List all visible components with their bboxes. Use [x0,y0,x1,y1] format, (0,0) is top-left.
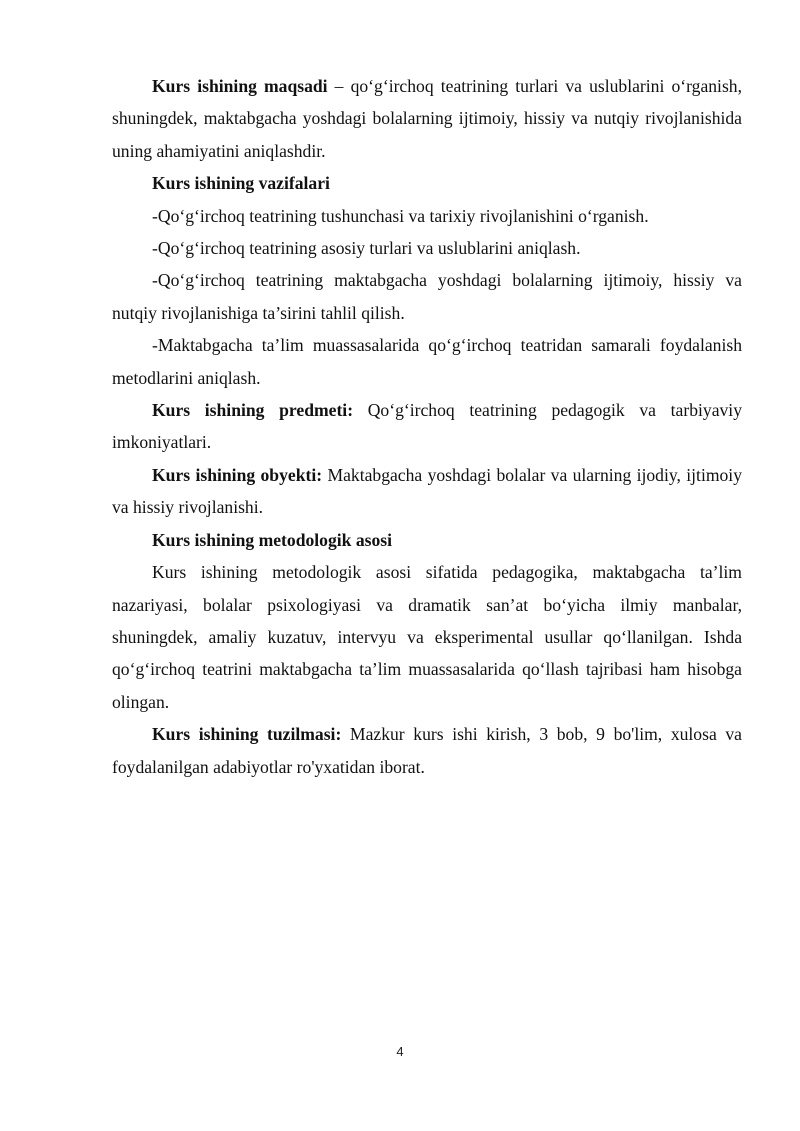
paragraph-structure [112,718,742,783]
paragraph-tasks-heading [112,167,742,199]
object-text: Maktabgacha yoshdagi bolalar va ularning ijodiy, ijtimoiy va hissiy rivojlanishi. [112,464,742,518]
task-item-4-text: -Maktabgacha ta’lim muassasalarida qo‘g‘irchoq teatridan samarali foydalanish metodlarini aniqlash. [112,335,742,388]
paragraph-methodology-heading [112,524,742,556]
heading-tasks: Kurs ishining vazifalari [152,173,330,194]
paragraph-object [112,459,742,524]
heading-object: Kurs ishining obyekti: [152,464,323,485]
heading-subject: Kurs ishining predmeti: [152,400,354,421]
heading-goal: Kurs ishining maqsadi [152,76,328,96]
task-item-1 [112,200,742,232]
page-number: 4 [396,1044,404,1059]
document-page [112,70,742,783]
structure-text: Mazkur kurs ishi kirish, 3 bob, 9 bo'lim, xulosa va foydalanilgan adabiyotlar ro'yxatidan iborat. [112,724,742,777]
goal-text: – qo‘g‘irchoq teatrining turlari va uslublarini o‘rganish, shuningdek, maktabgacha yoshdagi bolalarning ijtimoiy, hissiy va nutqiy rivojlanishida uning ahamiyatini aniqlashdir. [112,76,742,161]
task-item-3-text: -Qo‘g‘irchoq teatrining maktabgacha yoshdagi bolalarning ijtimoiy, hissiy va nutqiy rivojlanishiga ta’sirini tahlil qilish. [112,270,742,323]
methodology-text: Kurs ishining metodologik asosi sifatida pedagogika, maktabgacha ta’lim nazariyasi, bolalar psixologiyasi va dramatik san’at bo‘yicha ilmiy manbalar, shuningdek, amaliy kuzatuv, intervyu va eksperimental usullar qo‘llanilgan. Ishda qo‘g‘irchoq teatrini maktabgacha ta’lim muassasalarida qo‘llash tajribasi ham hisobga olingan. [112,562,742,712]
subject-text: Qo‘g‘irchoq teatrining pedagogik va tarbiyaviy imkoniyatlari. [112,400,742,453]
task-item-2-text: -Qo‘g‘irchoq teatrining asosiy turlari va uslublarini aniqlash. [152,238,581,259]
paragraph-subject [112,394,742,459]
paragraph-methodology [112,556,742,718]
heading-methodology: Kurs ishining metodologik asosi [152,529,393,550]
task-item-1-text: -Qo‘g‘irchoq teatrining tushunchasi va tarixiy rivojlanishini o‘rganish. [152,205,649,226]
paragraph-goal [112,70,742,167]
task-item-3 [112,264,742,329]
heading-structure: Kurs ishining tuzilmasi: [152,724,342,745]
task-item-4 [112,329,742,394]
task-item-2 [112,232,742,264]
